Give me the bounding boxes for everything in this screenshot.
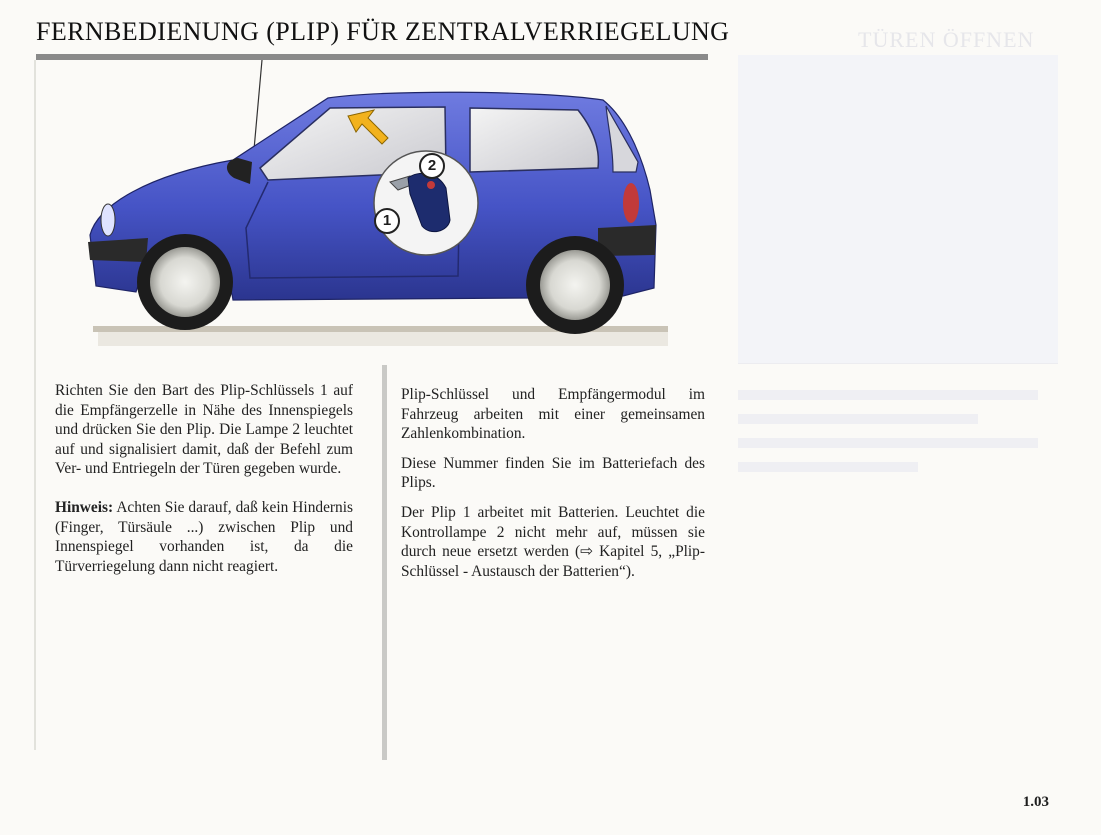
page-title: FERNBEDIENUNG (PLIP) FÜR ZENTRALVERRIEGELUNG	[36, 17, 730, 46]
instruction-paragraph: Richten Sie den Bart des Plip-Schlüssels 1 auf die Empfängerzelle in Nähe des Innenspiegels und drücken Sie den Plip. Die Lampe 2 leuchtet auf und signalisiert damit, daß der Befehl zum Ver- und Entriegeln der Türen gegeben wurde.	[55, 382, 353, 478]
paragraph-battery-replacement: Der Plip 1 arbeitet mit Batterien. Leuchtet die Kontrollampe 2 nicht mehr auf, müssen sie durch neue ersetzt werden (⇨ Kapitel 5, „Plip-Schlüssel - Austausch der Batterien“).	[401, 503, 705, 580]
page-number: 1.03	[1022, 794, 1049, 810]
bleed-through-text	[738, 390, 1038, 486]
car-with-plip-key-icon	[38, 60, 706, 360]
left-text-column	[55, 381, 353, 586]
paragraph-combination: Plip-Schlüssel und Empfängermodul im Fahrzeug arbeiten mit einer gemeinsamen Zahlenkombination.	[401, 386, 705, 443]
callout-number-2: 2	[419, 153, 445, 179]
page-margin-rule	[34, 60, 36, 750]
car-illustration	[38, 60, 706, 360]
note-label: Hinweis:	[55, 498, 114, 516]
callout-number-1: 1	[374, 208, 400, 234]
column-divider	[382, 365, 387, 760]
note-text: Achten Sie darauf, daß kein Hindernis (Finger, Türsäule ...) zwischen Plip und Innenspiegel vorhanden ist, da die Türverriegelung dann nicht reagiert.	[55, 498, 353, 575]
bleed-through-figure	[738, 55, 1058, 364]
middle-text-column	[401, 385, 705, 591]
note-paragraph	[55, 498, 353, 576]
paragraph-battery-compartment: Diese Nummer finden Sie im Batteriefach des Plips.	[401, 454, 705, 492]
bleed-through-section-title: TÜREN ÖFFNEN	[858, 27, 1035, 52]
